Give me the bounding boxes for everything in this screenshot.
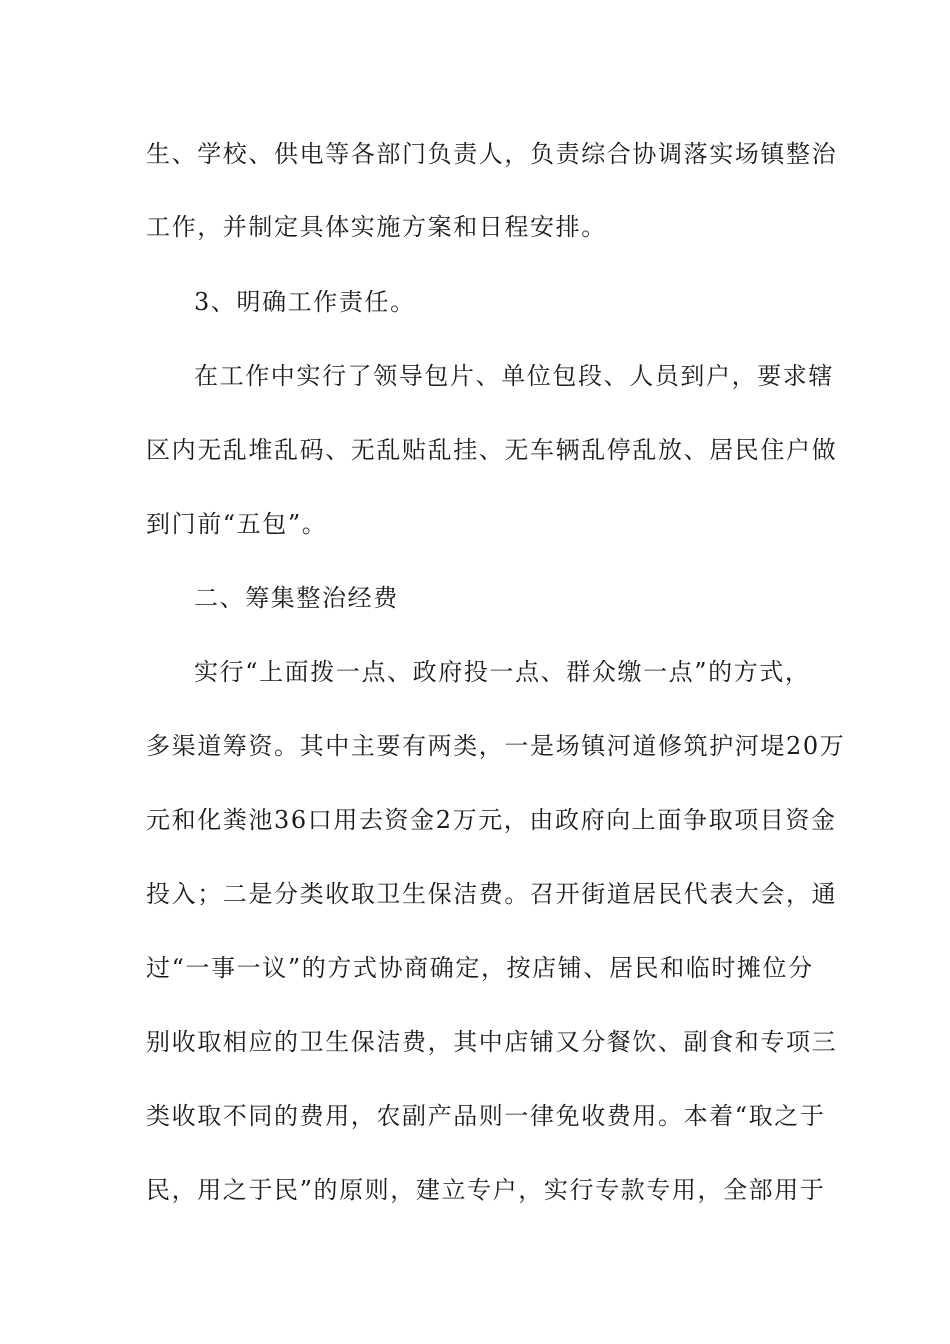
text-line-13: 别收取相应的卫生保洁费，其中店铺又分餐饮、副食和专项三 bbox=[146, 1028, 838, 1056]
text-line-4: 在工作中实行了领导包片、单位包段、人员到户，要求辖 bbox=[194, 362, 834, 390]
text-line-1: 生、学校、供电等各部门负责人，负责综合协调落实场镇整治 bbox=[146, 140, 838, 168]
text-line-12: 过“一事一议”的方式协商确定，按店铺、居民和临时摊位分 bbox=[146, 954, 814, 982]
text-line-6: 到门前“五包”。 bbox=[146, 510, 328, 538]
text-line-14: 类收取不同的费用，农副产品则一律免收费用。本着“取之于 bbox=[146, 1102, 826, 1130]
section-heading-3: 3、明确工作责任。 bbox=[194, 288, 416, 316]
text-line-5: 区内无乱堆乱码、无乱贴乱挂、无车辆乱停乱放、居民住户做 bbox=[146, 436, 838, 464]
text-line-2: 工作，并制定具体实施方案和日程安排。 bbox=[146, 213, 607, 241]
text-line-11: 投入；二是分类收取卫生保洁费。召开街道居民代表大会，通 bbox=[146, 880, 838, 908]
text-line-9: 多渠道筹资。其中主要有两类，一是场镇河道修筑护河堤20万 bbox=[146, 732, 846, 760]
text-line-15: 民，用之于民”的原则，建立专户，实行专款专用，全部用于 bbox=[146, 1176, 826, 1204]
text-line-8: 实行“上面拨一点、政府投一点、群众缴一点”的方式， bbox=[194, 658, 811, 686]
section-heading-2: 二、筹集整治经费 bbox=[194, 584, 399, 612]
text-line-10: 元和化粪池36口用去资金2万元，由政府向上面争取项目资金 bbox=[146, 806, 837, 834]
